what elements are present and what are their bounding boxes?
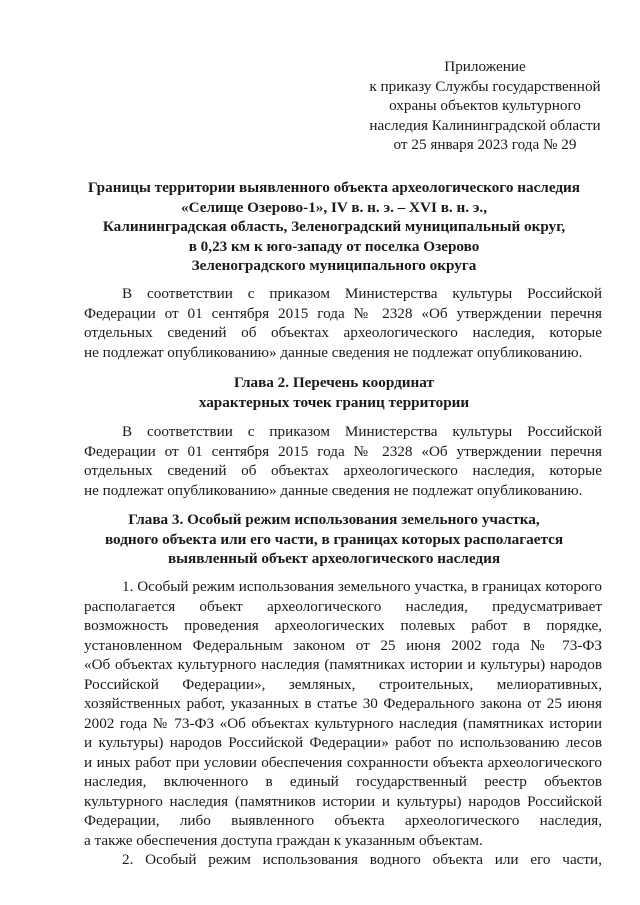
paragraph-line: 2002 года № 73-ФЗ «Об объектах культурного наследия (памятниках истории (84, 714, 602, 732)
heading-line: характерных точек границ территории (198, 393, 470, 411)
paragraph-line: Федерации от 01 сентября 2015 года № 2328 «Об утверждении перечня (84, 442, 602, 460)
title-line: Границы территории выявленного объекта археологического наследия (87, 179, 581, 196)
paragraph-line: располагается объект археологического наследия, предусматривает (84, 597, 602, 615)
paragraph-line: хозяйственных работ, указанных в статье 30 Федерального закона от 25 июня (84, 695, 602, 712)
paragraph-line: не подлежат опубликованию» данные сведения не подлежат опубликованию. (84, 481, 583, 499)
appendix-line: наследия Калининградской области (369, 116, 601, 134)
paragraph-line: и культуры) народов Российской Федерации» работ по использованию лесов (84, 734, 602, 751)
paragraph-line: В соответствии с приказом Министерства культуры Российской (122, 423, 602, 440)
appendix-line: Приложение (444, 58, 526, 75)
paragraph-line: отдельных сведений об объектах археологического наследия, которые (84, 462, 602, 479)
paragraph-line: наследия, включенного в единый государственный реестр объектов (84, 773, 602, 790)
chapter-2-heading (60, 373, 608, 412)
paragraph-line: В соответствии с приказом Министерства культуры Российской (122, 285, 602, 302)
document-title (60, 178, 608, 276)
paragraph-line: отдельных сведений об объектах археологического наследия, которые (84, 324, 602, 341)
paragraph-line: Федерации, либо выявленного объекта археологического наследия, (84, 812, 602, 829)
paragraph-line: а также обеспечения доступа граждан к указанным объектам. (84, 831, 483, 849)
heading-line: Глава 2. Перечень координат (234, 374, 434, 391)
paragraph-line: возможность проведения археологических полевых работ в порядке, (84, 617, 602, 634)
paragraph-line: 1. Особый режим использования земельного участка, в границах которого (122, 578, 602, 595)
appendix-header (360, 57, 610, 155)
title-line: в 0,23 км к юго-западу от поселка Озерово (188, 237, 480, 255)
paragraph-line: «Об объектах культурного наследия (памятниках истории и культуры) народов (84, 656, 602, 673)
paragraph-line: культурного наследия (памятников истории и культуры) народов Российской (84, 792, 602, 810)
heading-line: выявленный объект археологического наследия (167, 550, 501, 567)
title-line: Калининградская область, Зеленоградский муниципальный округ, (102, 218, 566, 235)
paragraph-line: Российской Федерации», земляных, строительных, мелиоративных, (84, 675, 602, 693)
paragraph-chapter-3 (84, 577, 602, 870)
paragraph-line: установленном Федеральным законом от 25 июня 2002 года № 73-ФЗ (84, 636, 602, 654)
heading-line: Глава 3. Особый режим использования земельного участка, (128, 511, 540, 528)
paragraph-line: Федерации от 01 сентября 2015 года № 2328 «Об утверждении перечня (84, 304, 602, 322)
paragraph-line: и иных работ при условии обеспечения сохранности объекта археологического (84, 753, 602, 771)
paragraph-chapter-1 (84, 284, 602, 362)
paragraph-line: 2. Особый режим использования водного объекта или его части, (122, 851, 602, 868)
heading-line: водного объекта или его части, в границах которых располагается (104, 530, 564, 548)
paragraph-line: не подлежат опубликованию» данные сведения не подлежат опубликованию. (84, 343, 583, 361)
title-line: Зеленоградского муниципального округа (191, 257, 477, 274)
appendix-line: от 25 января 2023 года № 29 (393, 136, 577, 153)
appendix-line: охраны объектов культурного (389, 97, 581, 114)
appendix-line: к приказу Службы государственной (369, 77, 601, 95)
paragraph-chapter-2 (84, 422, 602, 500)
title-line: «Селище Озерово-1», IV в. н. э. – XVI в. н. э., (181, 198, 487, 216)
chapter-3-heading (60, 510, 608, 569)
